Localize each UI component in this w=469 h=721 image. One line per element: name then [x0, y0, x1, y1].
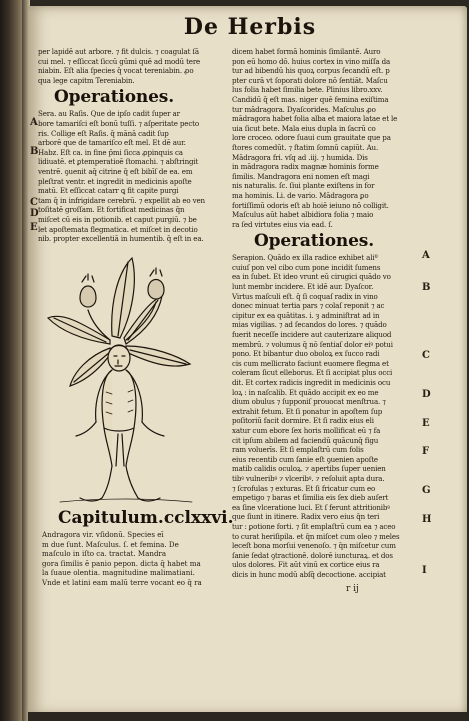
margin-letter: D [30, 208, 39, 219]
text-line: Mādragora fri. vſq ad .iij. ⁊ humida. Dis [232, 152, 368, 162]
text-line: Maſculus aūt habet albidiora folia ⁊ maio [232, 210, 374, 220]
text-line: uia ſicut bete. Mala eius dupla in ſacrū co [232, 123, 376, 133]
text-line: m due ſunt. Maſculus. ſ. et femina. De [42, 539, 179, 549]
text-line: matū. Et eſſiccat catarr ꝗ fit capite purgi [38, 186, 179, 196]
right-column [232, 47, 416, 579]
margin-letter: D [422, 389, 431, 400]
text-line: fortiſſimū odoris eſt ab hoiē ieiuno nō colligit. [232, 200, 389, 210]
text-line: bore tamariſci eſt bonū tuſſi. ⁊ aſperitate pecto [38, 118, 199, 128]
text-line: extrahit fetum. Et ſi ponatur in apoſtem ſup [232, 406, 383, 416]
margin-letter: F [422, 446, 430, 457]
text-line: lunt membr incidere. Et idē aur. Dyaſcor. [232, 282, 374, 292]
page-bottom-edge [28, 712, 469, 721]
text-line: empetigo ⁊ baras et ſimilia eis ſex dieb auſert [232, 493, 389, 503]
text-line: arborē que de tamariſco eſt mel. Et dē aur. [38, 138, 186, 148]
text-line: Virtus maſculi eſt. q̄ ſi coquaſ radix in vino [232, 291, 378, 301]
text-line: toſitatē groſſam. Et fortificat medicinas q̄n [38, 205, 185, 215]
text-line: membrū. ⁊ volumus q̄ nō ſentiaſ dolor eiꝰ potui [232, 339, 393, 349]
text-line: dit. Et cortex radicis ingredit in medicinis ocu [232, 378, 391, 387]
text-line: dium obulus ⁊ ſupponiſ prouocat menſtrua. ⁊ [232, 397, 386, 407]
text-line: tur : ꝑotione forti. ⁊ ſit emplaſtrū cum ea ⁊ aceo [232, 521, 396, 531]
text-line: tibꝰ vulneribꝰ ⁊ vlceribꝰ. ⁊ reſoluit apta dura. [232, 473, 385, 483]
margin-letter: A [30, 117, 38, 128]
text-line: lus folia habet ſimilia bete. Plinius libro.xxv. [232, 85, 383, 95]
margin-letter: H [422, 514, 432, 525]
text-line: cipitur ex ea quātitas. i. ȝ adminiſtrat ad in [232, 310, 380, 320]
text-line: xatur cum ebore ſex horis mollificat eū ⁊ fa [232, 425, 381, 435]
text-line: pleſtrat ventr. et ingredit in medicinis apoſte [38, 176, 192, 186]
text-line: lore croceo. odore ſuaui cum grauitate que pa [232, 133, 391, 143]
text-line: Vnde et latini eam malū terre vocant eo q̄ ra [42, 577, 202, 587]
text-line: Andragora vir. vſidonū. Species eī [42, 530, 164, 539]
text-line: miſcet cū eis in potionib. et caput purgiū. ⁊ be [38, 214, 197, 224]
margin-letter: B [30, 146, 39, 157]
running-head: De Herbis [183, 14, 317, 40]
text-line: ris. Collige eſt Raſis. q̄ mānā cadit ſup [38, 128, 169, 138]
chapter-heading: Capitulum.cclxxvi. [58, 508, 234, 528]
margin-letter: I [422, 565, 427, 576]
text-line: dicem habet formā hominis ſimilantē. Auro [232, 47, 381, 56]
text-line: nib. propter excellentiā in humentib. q̄ eſt in ea. [38, 234, 204, 244]
text-line: Candidū q̄ eſt mas. niger quē femina exiſtima [232, 94, 389, 104]
margin-letter: C [422, 350, 430, 361]
text-line: eius recentib cum ſanie eſt ꝯuenien apoſte [232, 454, 378, 464]
text-line: la ſuaue olentia. magnitudine malimatiani. [42, 568, 195, 578]
text-line: tam q̄ in infrigidare cerebrū. ⁊ expellit ab eo ven [38, 195, 205, 205]
text-line: ſtores comedūt. ⁊ ſtatim ſomnū capiūt. Au. [232, 142, 379, 152]
margin-letter: E [30, 222, 38, 233]
margin-letter: A [422, 250, 430, 261]
text-line: in mādragora radix magnæ hominis forme [232, 162, 379, 172]
text-line: per lapidē aut arbore. ⁊ fit dulcis. ⁊ coagulat ſā [38, 47, 199, 56]
text-line: leceſt bona morſui venenoſo. ⁊ q̄n miſcetur cum [232, 541, 396, 551]
text-line: cis cum mellicrato faciunt euomere flegma et [232, 358, 389, 368]
margin-letter: G [422, 485, 431, 496]
text-line: ma hominis. Li. de vario. Mādragora ꝑo [232, 190, 369, 200]
text-line: tur mādragora. Dyaſcorides. Maſculus ꝓo [232, 104, 376, 114]
text-line: cuiuſ pon vel cibo cum pone incidit ſumens [232, 262, 381, 272]
text-line: poſitoriū facit dormire. Et ſi radix eius eli [232, 416, 374, 426]
text-line: let apoſtemata flegmatica. et miſcet in decotio [38, 224, 198, 234]
text-line: dicis in hunc modū abſq̄ decoctione. accipiat [232, 569, 386, 579]
text-line: loꝝ : in naſcalib. Et quādo accipit ex eo me [232, 387, 379, 397]
text-line: Sera. au Raſis. Que de ipſo cadit ſuper ar [38, 109, 180, 119]
left-column [38, 47, 224, 244]
text-line: niabin. Eſt alia ſpecies q̄ vocat tereniabin. ꝓo [38, 66, 194, 76]
text-line: ram voluerīs. Et ſi emplaſtrū cum folis [232, 445, 364, 455]
text-line: cui mel. ⁊ eſſiccat ſiccū gūmi quē ad modū tere [38, 56, 201, 66]
section-heading: Operationes. [54, 87, 174, 108]
text-line: lidiuatē. et ꝑtemperatioē ſtomachi. ⁊ abſtringit [38, 157, 199, 167]
text-line: matib calidis oculoꝝ. ⁊ apertibs ſuper uenien [232, 464, 386, 474]
mandrake-woodcut-illustration [40, 252, 212, 508]
text-line: ra ſed virtutes eius via ead. ſ. [232, 219, 333, 229]
text-line: to curat heriſipila. et q̄n miſcet cum oleo ⁊ meles [232, 531, 400, 541]
signature-mark: r ij [346, 584, 359, 594]
text-line: que ſiunt in itinere. Radix vero eius q̄n teri [232, 512, 380, 522]
text-line: Serapion. Quādo ex illa radice exhibet aliº [232, 253, 378, 263]
left-page-edge [0, 0, 22, 721]
text-line: ⁊ ſcrofulas ⁊ exturas. Et ſi fricatur cum eo [232, 483, 376, 493]
margin-letter: C [30, 197, 38, 208]
text-line: nis naturalis. ſc. ſiui plante exiſtens in for [232, 181, 375, 191]
margin-letter: B [422, 282, 431, 293]
text-line: ulos dolores. Fit aūt vinū ex cortice eius ra [232, 560, 380, 570]
text-line: qua lege capitm Tereniabin. [38, 75, 135, 85]
text-line: tur ad bibendū his quoꝝ corpus ſecandū eſt. p [232, 66, 390, 76]
text-line: ea ſine vlceratione luci. Et ſ ferunt attritionibꝰ [232, 502, 390, 512]
text-line: pono. Et bibantur duo oboloꝝ ex ſucco radi [232, 349, 380, 359]
text-line: pon eū homo dō. huius cortex in vino miſſa da [232, 56, 391, 66]
text-line: ſimilis. Mandragora eni nomen eſt magi [232, 171, 370, 181]
margin-letter: E [422, 418, 430, 429]
text-line: maſculo in iſto ca. tractat. Mandra [42, 549, 167, 559]
text-line: coleram ſicut elleborus. Et ſi accipiat plus occi [232, 368, 393, 378]
text-line: gora ſimilis ē panio pepon. dicta q̄ habet ma [42, 558, 201, 568]
text-line: cit ipſum abilem ad faciendū quācunq̄ figu [232, 435, 379, 445]
text-line: mādragora habet folia alba et maiora latae et le [232, 114, 398, 124]
text-line: donec minuat tertia pars ⁊ colaſ reponit ⁊ ac [232, 301, 385, 311]
chapter-body [42, 530, 224, 588]
section-heading: Operationes. [254, 231, 374, 252]
text-line: ventrē. ꝯuenit aq̄ citrine q̄ eſt bibīſ de ea. em [38, 166, 193, 176]
text-line: Habz. Eſt ca. in fine p̄mi ſicca ꝓpinquis ca [38, 147, 183, 157]
text-line: ea in ſubet. Et ideo vrunt eū cirugici quādo vo [232, 272, 391, 282]
text-line: fuerit neceſſe incidere aut cauterizare aliquod [232, 330, 392, 340]
text-line: mias vigilias. ⁊ ad ſecandos do lores. ⁊ quādo [232, 320, 387, 330]
text-line: pter curā vt ſoporati dolore nō ſentiāt. Maſcu [232, 75, 388, 85]
text-line: ſanie ſedat ꝯtractionē. dolorē iuncturaꝝ. et dos [232, 550, 393, 560]
